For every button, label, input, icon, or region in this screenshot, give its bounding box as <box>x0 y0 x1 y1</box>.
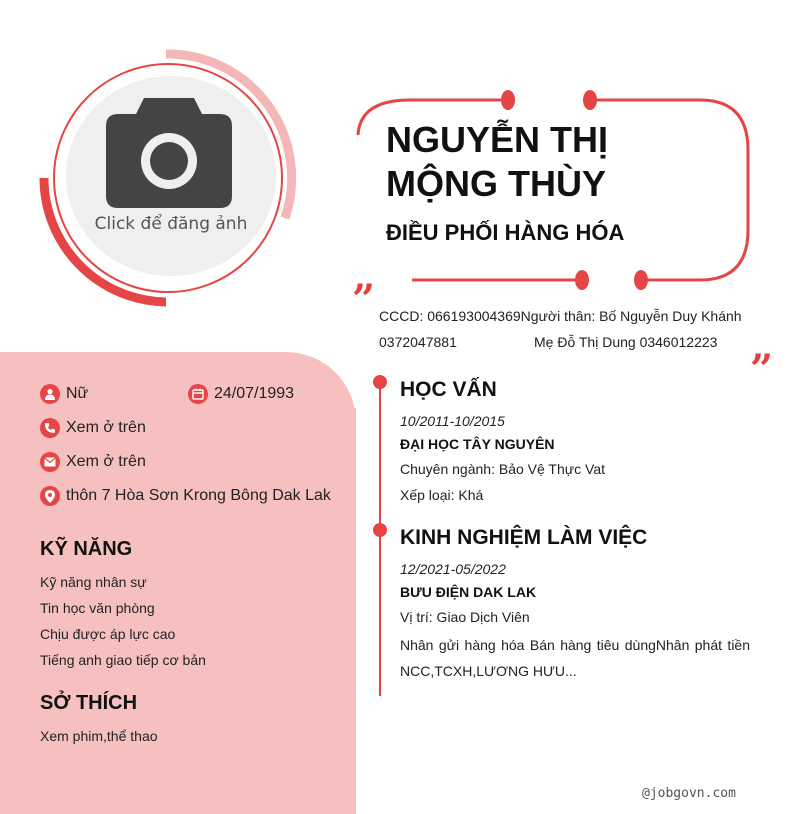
skill-item: Tin học văn phòng <box>40 600 155 616</box>
phone-value: Xem ở trên <box>66 419 146 436</box>
experience-description: Nhân gửi hàng hóa Bán hàng tiêu dùngNhân phát tiền NCC,TCXH,LƯƠNG HƯU... <box>400 637 750 679</box>
close-quote-mark: ” <box>750 346 774 393</box>
gender-value: Nữ <box>66 385 89 402</box>
address-row <box>40 486 331 506</box>
address-value: thôn 7 Hòa Sơn Krong Bông Dak Lak <box>66 487 331 504</box>
sidebar-panel-edge <box>340 408 356 814</box>
experience-position: Vị trí: Giao Dịch Viên <box>400 609 530 625</box>
camera-icon <box>106 98 232 208</box>
phone-icon <box>40 418 60 438</box>
timeline-dot-experience <box>373 523 387 537</box>
skill-item: Kỹ năng nhân sự <box>40 574 147 590</box>
open-quote-mark: ” <box>352 276 376 323</box>
skill-item: Tiếng anh giao tiếp cơ bản <box>40 652 206 668</box>
email-icon <box>40 452 60 472</box>
hobbies-title: SỞ THÍCH <box>40 692 138 714</box>
education-title: HỌC VẤN <box>400 378 497 401</box>
phone-row <box>40 418 146 438</box>
calendar-icon <box>188 384 208 404</box>
timeline-line <box>379 382 381 696</box>
education-date: 10/2011-10/2015 <box>400 413 505 429</box>
birthday-row <box>188 384 294 404</box>
hobby-item: Xem phim,thể thao <box>40 728 158 744</box>
email-value: Xem ở trên <box>66 453 146 470</box>
watermark: @jobgovn.com <box>642 786 736 801</box>
experience-company: BƯU ĐIỆN DAK LAK <box>400 584 537 600</box>
education-major: Chuyên ngành: Bảo Vệ Thực Vat <box>400 461 605 477</box>
candidate-name <box>386 118 726 206</box>
experience-date: 12/2021-05/2022 <box>400 561 506 577</box>
timeline-dot-education <box>373 375 387 389</box>
name-line-1: NGUYỄN THỊ <box>386 119 609 160</box>
birthday-value: 24/07/1993 <box>214 385 295 402</box>
name-line-2: MỘNG THÙY <box>386 163 606 204</box>
experience-title: KINH NGHIỆM LÀM VIỆC <box>400 526 648 549</box>
contact-phone: 0372047881 <box>379 334 457 350</box>
education-grade: Xếp loại: Khá <box>400 487 484 503</box>
skills-title: KỸ NĂNG <box>40 538 133 560</box>
education-school: ĐẠI HỌC TÂY NGUYÊN <box>400 436 555 452</box>
job-title: ĐIỀU PHỐI HÀNG HÓA <box>386 220 625 245</box>
person-icon <box>40 384 60 404</box>
photo-upload-label[interactable]: Click để đăng ảnh <box>94 214 248 234</box>
skill-item: Chịu được áp lực cao <box>40 626 176 642</box>
location-pin-icon <box>40 486 60 506</box>
contact-cccd: CCCD: 066193004369Người thân: Bố Nguyễn Duy Khánh <box>379 308 742 324</box>
gender-row <box>40 384 88 404</box>
email-row <box>40 452 146 472</box>
contact-mother: Mẹ Đỗ Thị Dung 0346012223 <box>534 334 718 350</box>
